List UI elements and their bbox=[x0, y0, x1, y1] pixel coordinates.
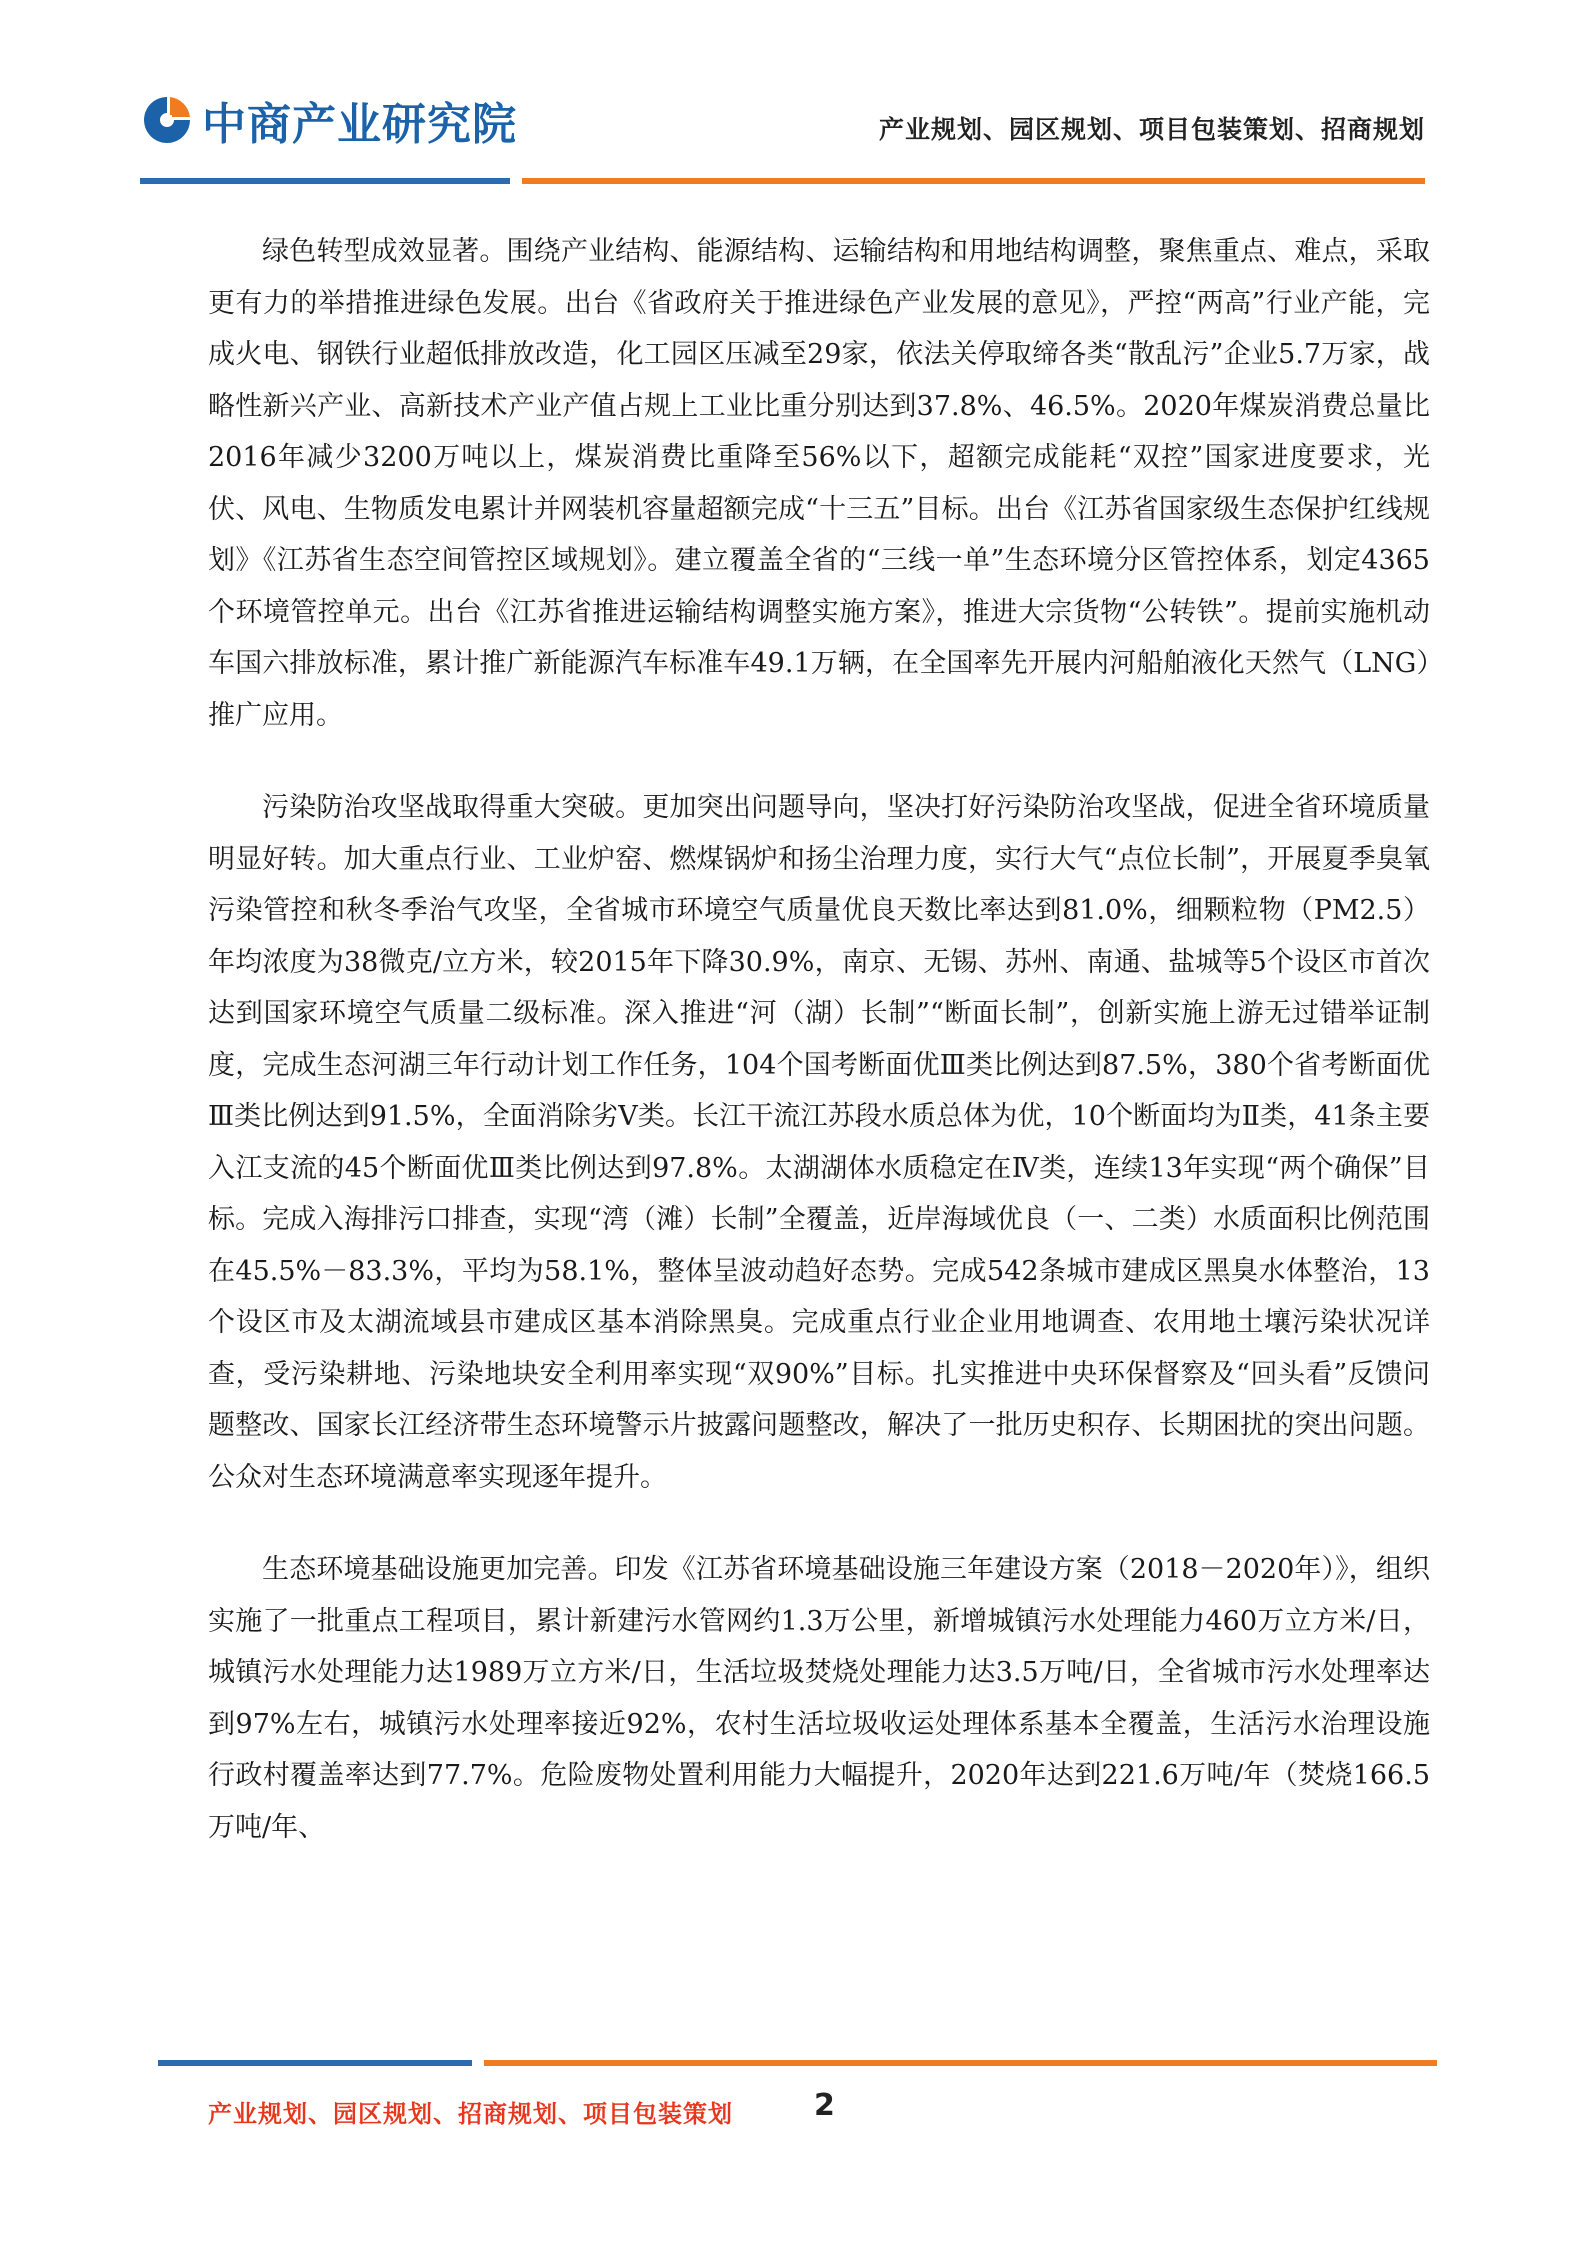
footer-rule-orange bbox=[484, 2060, 1437, 2066]
footer-tagline: 产业规划、园区规划、招商规划、项目包装策划 bbox=[208, 2100, 733, 2128]
paragraph-green-transition: 绿色转型成效显著。围绕产业结构、能源结构、运输结构和用地结构调整，聚焦重点、难点，采取更有力的举措推进绿色发展。出台《省政府关于推进绿色产业发展的意见》，严控“两高”行业产能，完成火电、钢铁行业超低排放改造，化工园区压减至29家，依法关停取缔各类“散乱污”企业5.7万家，战略性新兴产业、高新技术产业产值占规上工业比重分别达到37.8%、46.5%。2020年煤炭消费总量比2016年减少3200万吨以上，煤炭消费比重降至56%以下，超额完成能耗“双控”国家进度要求，光伏、风电、生物质发电累计并网装机容量超额完成“十三五”目标。出台《江苏省国家级生态保护红线规划》《江苏省生态空间管控区域规划》。建立覆盖全省的“三线一单”生态环境分区管控体系，划定4365个环境管控单元。出台《江苏省推进运输结构调整实施方案》，推进大宗货物“公转铁”。提前实施机动车国六排放标准，累计推广新能源汽车标准车49.1万辆，在全国率先开展内河船舶液化天然气（LNG）推广应用。 bbox=[208, 236, 1430, 731]
footer-rule-blue bbox=[158, 2060, 472, 2066]
main-content bbox=[208, 226, 1430, 1894]
paragraph-pollution-control: 污染防治攻坚战取得重大突破。更加突出问题导向，坚决打好污染防治攻坚战，促进全省环境质量明显好转。加大重点行业、工业炉窑、燃煤锅炉和扬尘治理力度，实行大气“点位长制”，开展夏季臭氧污染管控和秋冬季治气攻坚，全省城市环境空气质量优良天数比率达到81.0%，细颗粒物（PM2.5）年均浓度为38微克/立方米，较2015年下降30.9%，南京、无锡、苏州、南通、盐城等5个设区市首次达到国家环境空气质量二级标准。深入推进“河（湖）长制”“断面长制”，创新实施上游无过错举证制度，完成生态河湖三年行动计划工作任务，104个国考断面优Ⅲ类比例达到87.5%，380个省考断面优Ⅲ类比例达到91.5%，全面消除劣Ⅴ类。长江干流江苏段水质总体为优，10个断面均为Ⅱ类，41条主要入江支流的45个断面优Ⅲ类比例达到97.8%。太湖湖体水质稳定在Ⅳ类，连续13年实现“两个确保”目标。完成入海排污口排查，实现“湾（滩）长制”全覆盖，近岸海域优良（一、二类）水质面积比例范围在45.5%－83.3%，平均为58.1%，整体呈波动趋好态势。完成542条城市建成区黑臭水体整治，13个设区市及太湖流域县市建成区基本消除黑臭。完成重点行业企业用地调查、农用地土壤污染状况详查，受污染耕地、污染地块安全利用率实现“双90%”目标。扎实推进中央环保督察及“回头看”反馈问题整改、国家长江经济带生态环境警示片披露问题整改，解决了一批历史积存、长期困扰的突出问题。公众对生态环境满意率实现逐年提升。 bbox=[208, 792, 1430, 1493]
paragraph-infrastructure: 生态环境基础设施更加完善。印发《江苏省环境基础设施三年建设方案（2018－2020年）》，组织实施了一批重点工程项目，累计新建污水管网约1.3万公里，新增城镇污水处理能力460万立方米/日，城镇污水处理能力达1989万立方米/日，生活垃圾焚烧处理能力达3.5万吨/日，全省城市污水处理率达到97%左右，城镇污水处理率接近92%，农村生活垃圾收运处理体系基本全覆盖，生活污水治理设施行政村覆盖率达到77.7%。危险废物处置利用能力大幅提升，2020年达到221.6万吨/年（焚烧166.5万吨/年、 bbox=[208, 1554, 1430, 1843]
logo-icon bbox=[140, 93, 194, 147]
header-rule-orange bbox=[522, 178, 1425, 184]
header-rule-blue bbox=[140, 178, 510, 184]
header-tagline: 产业规划、园区规划、项目包装策划、招商规划 bbox=[878, 115, 1425, 144]
logo-text: 中商产业研究院 bbox=[202, 99, 517, 150]
brand-logo bbox=[140, 88, 517, 152]
page-header bbox=[0, 0, 1587, 190]
page-number: 2 bbox=[814, 2088, 835, 2123]
